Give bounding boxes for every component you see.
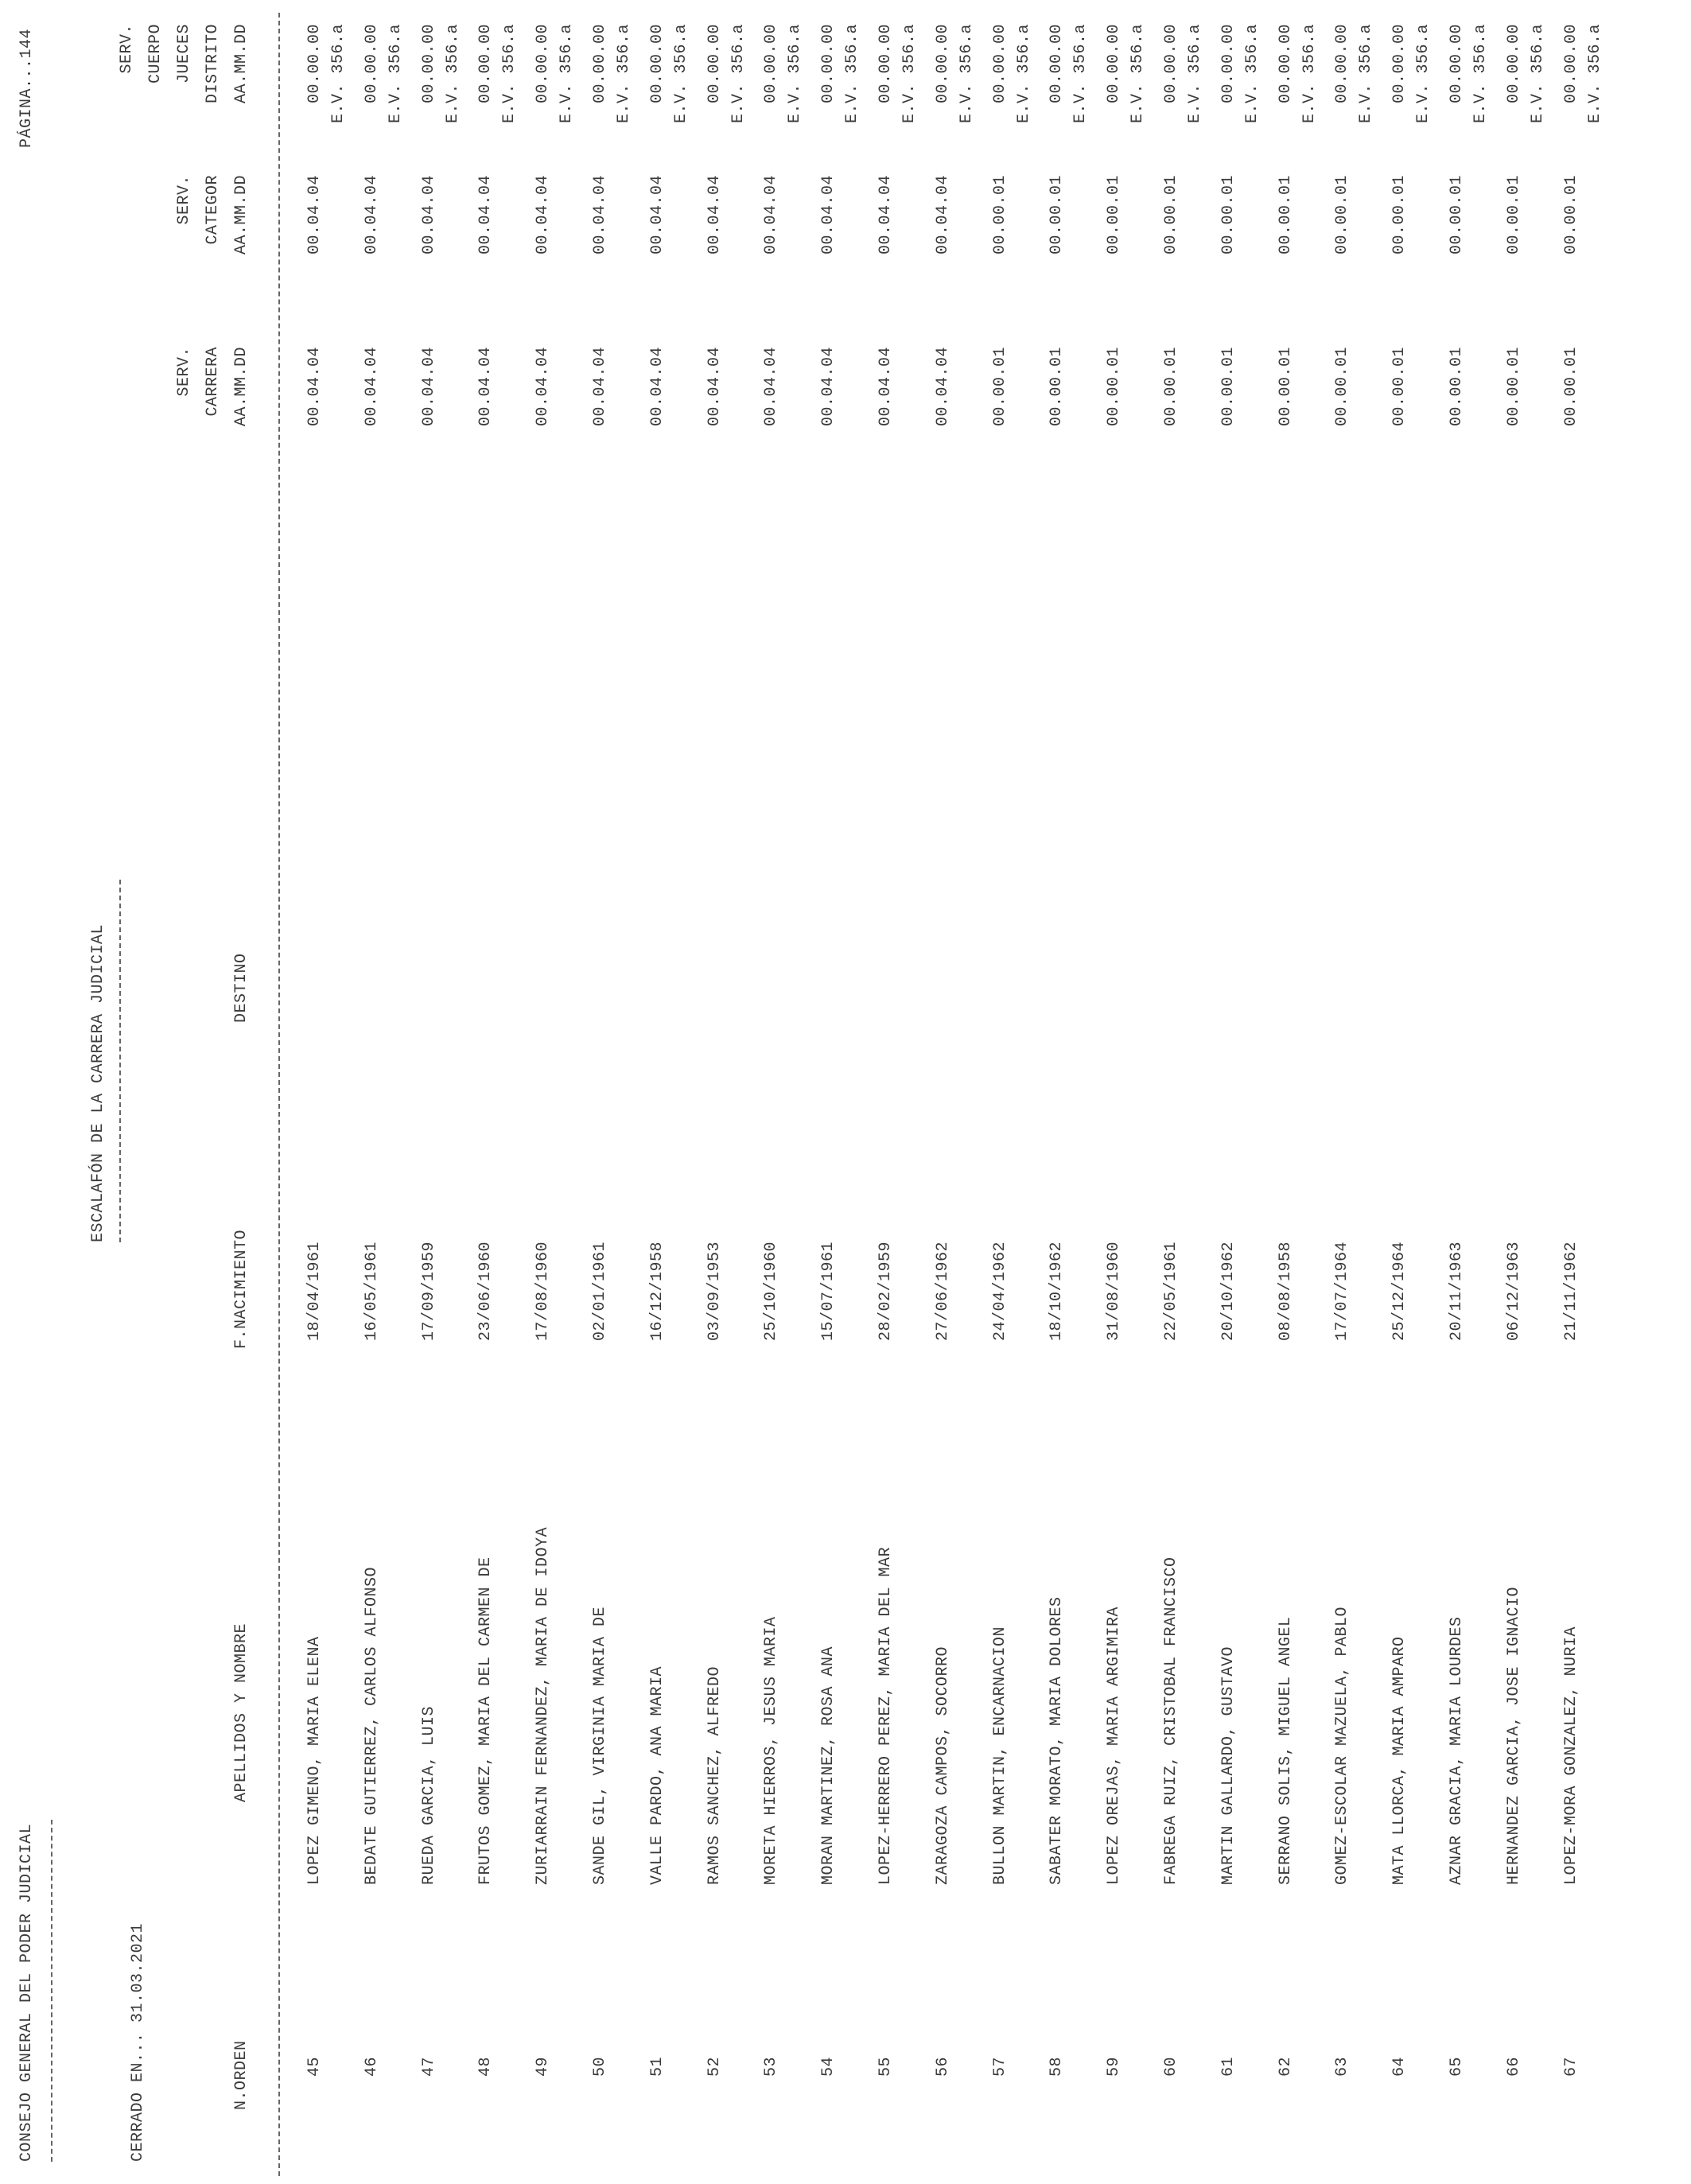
row-serv-carrera: 00.00.01	[1333, 347, 1351, 427]
row-nacimiento: 22/05/1961	[1162, 1241, 1180, 1341]
row-serv-distrito: 00.00.00	[1562, 24, 1580, 104]
row-serv-carrera: 00.04.04	[591, 347, 609, 427]
row-nombre: SABATER MORATO, MARIA DOLORES	[1048, 1596, 1066, 1885]
page-label: PÁGINA...	[17, 58, 36, 148]
row-ev-note: E.V. 356.a	[786, 24, 804, 124]
row-orden: 57	[991, 2057, 1009, 2077]
row-orden: 58	[1048, 2057, 1066, 2077]
row-nacimiento: 03/09/1953	[706, 1241, 724, 1341]
col-nacimiento: F.NACIMIENTO	[232, 1229, 251, 1349]
row-orden: 48	[476, 2057, 495, 2077]
row-serv-distrito: 00.00.00	[877, 24, 895, 104]
row-orden: 59	[1105, 2057, 1123, 2077]
col-categor-l3: AA.MM.DD	[232, 175, 251, 255]
row-serv-distrito: 00.00.00	[1048, 24, 1066, 104]
col-categor-l2: CATEGOR	[204, 175, 222, 245]
row-serv-carrera: 00.04.04	[476, 347, 495, 427]
row-serv-categor: 00.04.04	[877, 175, 895, 255]
row-nombre: VALLE PARDO, ANA MARIA	[648, 1665, 667, 1885]
row-serv-categor: 00.00.01	[1048, 175, 1066, 255]
row-serv-distrito: 00.00.00	[1162, 24, 1180, 104]
row-nacimiento: 27/06/1962	[934, 1241, 952, 1341]
row-serv-categor: 00.00.01	[1562, 175, 1580, 255]
row-nombre: MORETA HIERROS, JESUS MARIA	[762, 1616, 780, 1885]
row-nombre: FABREGA RUIZ, CRISTOBAL FRANCISCO	[1162, 1556, 1180, 1885]
col-carrera-l1: SERV.	[175, 347, 193, 397]
row-orden: 49	[534, 2057, 552, 2077]
row-serv-carrera: 00.00.01	[1162, 347, 1180, 427]
row-nacimiento: 18/10/1962	[1048, 1241, 1066, 1341]
organization-name: CONSEJO GENERAL DEL PODER JUDICIAL	[17, 1823, 36, 2162]
row-orden: 64	[1390, 2057, 1409, 2077]
row-nacimiento: 18/04/1961	[305, 1241, 324, 1341]
row-serv-categor: 00.00.01	[1219, 175, 1238, 255]
row-nombre: MATA LLORCA, MARIA AMPARO	[1390, 1636, 1409, 1885]
row-serv-carrera: 00.04.04	[363, 347, 381, 427]
col-carrera-l3: AA.MM.DD	[232, 347, 251, 427]
col-distrito-l4: DISTRITO	[204, 24, 222, 104]
row-nacimiento: 20/11/1963	[1448, 1241, 1466, 1341]
row-nombre: LOPEZ OREJAS, MARIA ARGIMIRA	[1105, 1606, 1123, 1885]
row-orden: 45	[305, 2057, 324, 2077]
row-serv-categor: 00.00.01	[1277, 175, 1295, 255]
row-orden: 62	[1277, 2057, 1295, 2077]
row-nacimiento: 08/08/1958	[1277, 1241, 1295, 1341]
row-orden: 55	[877, 2057, 895, 2077]
col-distrito-l3: JUECES	[175, 24, 193, 84]
row-orden: 52	[706, 2057, 724, 2077]
row-serv-categor: 00.04.04	[305, 175, 324, 255]
row-ev-note: E.V. 356.a	[1129, 24, 1147, 124]
row-serv-distrito: 00.00.00	[305, 24, 324, 104]
row-serv-categor: 00.00.01	[1505, 175, 1523, 255]
col-distrito-l1: SERV.	[118, 24, 136, 74]
row-serv-categor: 00.04.04	[819, 175, 838, 255]
row-orden: 60	[1162, 2057, 1180, 2077]
col-categor-l1: SERV.	[175, 175, 193, 225]
row-serv-carrera: 00.04.04	[819, 347, 838, 427]
row-serv-carrera: 00.04.04	[762, 347, 780, 427]
row-orden: 61	[1219, 2057, 1238, 2077]
row-orden: 54	[819, 2057, 838, 2077]
row-nombre: ZURIARRAIN FERNANDEZ, MARIA DE IDOYA	[534, 1526, 552, 1885]
row-serv-distrito: 00.00.00	[706, 24, 724, 104]
row-orden: 66	[1505, 2057, 1523, 2077]
row-serv-distrito: 00.00.00	[762, 24, 780, 104]
col-carrera-l2: CARRERA	[204, 347, 222, 417]
row-nacimiento: 28/02/1959	[877, 1241, 895, 1341]
row-orden: 46	[363, 2057, 381, 2077]
row-nombre: AZNAR GRACIA, MARIA LOURDES	[1448, 1616, 1466, 1885]
row-orden: 47	[420, 2057, 438, 2077]
row-serv-categor: 00.00.01	[1105, 175, 1123, 255]
row-serv-categor: 00.04.04	[534, 175, 552, 255]
row-nombre: SERRANO SOLIS, MIGUEL ANGEL	[1277, 1616, 1295, 1885]
row-nacimiento: 02/01/1961	[591, 1241, 609, 1341]
row-serv-distrito: 00.00.00	[1277, 24, 1295, 104]
row-ev-note: E.V. 356.a	[615, 24, 633, 124]
row-ev-note: E.V. 356.a	[672, 24, 690, 124]
row-nacimiento: 21/11/1962	[1562, 1241, 1580, 1341]
row-serv-carrera: 00.00.01	[1562, 347, 1580, 427]
row-serv-carrera: 00.04.04	[877, 347, 895, 427]
row-orden: 50	[591, 2057, 609, 2077]
row-nombre: GOMEZ-ESCOLAR MAZUELA, PABLO	[1333, 1606, 1351, 1885]
organization-underline	[51, 1820, 52, 2162]
row-nombre: RAMOS SANCHEZ, ALFREDO	[706, 1665, 724, 1885]
row-serv-distrito: 00.00.00	[534, 24, 552, 104]
row-nacimiento: 06/12/1963	[1505, 1241, 1523, 1341]
row-serv-carrera: 00.04.04	[648, 347, 667, 427]
row-nombre: BEDATE GUTIERREZ, CARLOS ALFONSO	[363, 1566, 381, 1885]
row-orden: 56	[934, 2057, 952, 2077]
row-ev-note: E.V. 356.a	[1471, 24, 1490, 124]
row-ev-note: E.V. 356.a	[843, 24, 861, 124]
row-serv-categor: 00.04.04	[420, 175, 438, 255]
row-serv-distrito: 00.00.00	[648, 24, 667, 104]
row-serv-distrito: 00.00.00	[591, 24, 609, 104]
row-nacimiento: 25/10/1960	[762, 1241, 780, 1341]
row-serv-categor: 00.04.04	[591, 175, 609, 255]
report-title: ESCALAFÓN DE LA CARRERA JUDICIAL	[89, 923, 107, 1242]
row-serv-distrito: 00.00.00	[1219, 24, 1238, 104]
row-serv-carrera: 00.00.01	[1277, 347, 1295, 427]
row-nacimiento: 17/08/1960	[534, 1241, 552, 1341]
row-serv-carrera: 00.04.04	[934, 347, 952, 427]
row-ev-note: E.V. 356.a	[1529, 24, 1547, 124]
row-nombre: MARTIN GALLARDO, GUSTAVO	[1219, 1646, 1238, 1885]
row-nombre: FRUTOS GOMEZ, MARIA DEL CARMEN DE	[476, 1556, 495, 1885]
row-nombre: HERNANDEZ GARCIA, JOSE IGNACIO	[1505, 1586, 1523, 1885]
row-serv-carrera: 00.04.04	[305, 347, 324, 427]
row-nombre: BULLON MARTIN, ENCARNACION	[991, 1626, 1009, 1885]
row-nacimiento: 25/12/1964	[1390, 1241, 1409, 1341]
row-serv-distrito: 00.00.00	[420, 24, 438, 104]
row-ev-note: E.V. 356.a	[1414, 24, 1432, 124]
row-serv-categor: 00.04.04	[762, 175, 780, 255]
row-serv-categor: 00.00.01	[1390, 175, 1409, 255]
header-separator	[278, 13, 280, 2176]
row-serv-carrera: 00.00.01	[1448, 347, 1466, 427]
row-nacimiento: 16/05/1961	[363, 1241, 381, 1341]
row-serv-categor: 00.04.04	[648, 175, 667, 255]
row-nacimiento: 24/04/1962	[991, 1241, 1009, 1341]
row-ev-note: E.V. 356.a	[958, 24, 976, 124]
row-serv-carrera: 00.00.01	[1390, 347, 1409, 427]
col-distrito-l2: CUERPO	[146, 24, 165, 84]
row-orden: 67	[1562, 2057, 1580, 2077]
row-serv-categor: 00.00.01	[1333, 175, 1351, 255]
row-nacimiento: 17/09/1959	[420, 1241, 438, 1341]
row-nacimiento: 17/07/1964	[1333, 1241, 1351, 1341]
row-orden: 63	[1333, 2057, 1351, 2077]
row-nombre: SANDE GIL, VIRGINIA MARIA DE	[591, 1606, 609, 1885]
row-serv-carrera: 00.00.01	[991, 347, 1009, 427]
row-nombre: LOPEZ GIMENO, MARIA ELENA	[305, 1636, 324, 1885]
row-nombre: LOPEZ-MORA GONZALEZ, NURIA	[1562, 1626, 1580, 1885]
row-serv-distrito: 00.00.00	[1448, 24, 1466, 104]
row-serv-distrito: 00.00.00	[1390, 24, 1409, 104]
row-nombre: RUEDA GARCIA, LUIS	[420, 1705, 438, 1885]
row-serv-distrito: 00.00.00	[1505, 24, 1523, 104]
row-ev-note: E.V. 356.a	[500, 24, 519, 124]
row-orden: 51	[648, 2057, 667, 2077]
row-ev-note: E.V. 356.a	[1186, 24, 1204, 124]
row-ev-note: E.V. 356.a	[1300, 24, 1319, 124]
row-nombre: LOPEZ-HERRERO PEREZ, MARIA DEL MAR	[877, 1546, 895, 1885]
row-serv-distrito: 00.00.00	[934, 24, 952, 104]
page-number: 144	[17, 29, 36, 59]
row-serv-carrera: 00.00.01	[1505, 347, 1523, 427]
row-serv-carrera: 00.04.04	[420, 347, 438, 427]
row-ev-note: E.V. 356.a	[387, 24, 405, 124]
row-nacimiento: 20/10/1962	[1219, 1241, 1238, 1341]
row-serv-categor: 00.04.04	[363, 175, 381, 255]
row-serv-categor: 00.04.04	[706, 175, 724, 255]
row-ev-note: E.V. 356.a	[1357, 24, 1375, 124]
row-ev-note: E.V. 356.a	[900, 24, 919, 124]
row-serv-distrito: 00.00.00	[1105, 24, 1123, 104]
row-ev-note: E.V. 356.a	[1071, 24, 1090, 124]
row-ev-note: E.V. 356.a	[1243, 24, 1261, 124]
row-serv-categor: 00.00.01	[1448, 175, 1466, 255]
row-nacimiento: 16/12/1958	[648, 1241, 667, 1341]
row-ev-note: E.V. 356.a	[729, 24, 748, 124]
row-orden: 53	[762, 2057, 780, 2077]
row-serv-categor: 00.04.04	[934, 175, 952, 255]
row-ev-note: E.V. 356.a	[1015, 24, 1033, 124]
col-orden: N.ORDEN	[232, 2040, 251, 2110]
row-nacimiento: 15/07/1961	[819, 1241, 838, 1341]
closed-date: CERRADO EN... 31.03.2021	[129, 1922, 147, 2162]
col-destino: DESTINO	[232, 953, 251, 1023]
row-serv-categor: 00.00.01	[1162, 175, 1180, 255]
row-nacimiento: 23/06/1960	[476, 1241, 495, 1341]
col-distrito-l5: AA.MM.DD	[232, 24, 251, 104]
row-nombre: MORAN MARTINEZ, ROSA ANA	[819, 1646, 838, 1885]
row-serv-distrito: 00.00.00	[1333, 24, 1351, 104]
row-serv-carrera: 00.00.01	[1048, 347, 1066, 427]
row-serv-carrera: 00.00.01	[1105, 347, 1123, 427]
row-nacimiento: 31/08/1960	[1105, 1241, 1123, 1341]
row-serv-categor: 00.04.04	[476, 175, 495, 255]
row-serv-carrera: 00.04.04	[534, 347, 552, 427]
row-serv-distrito: 00.00.00	[476, 24, 495, 104]
row-serv-carrera: 00.00.01	[1219, 347, 1238, 427]
title-underline	[119, 880, 121, 1242]
row-serv-categor: 00.00.01	[991, 175, 1009, 255]
row-ev-note: E.V. 356.a	[444, 24, 462, 124]
col-nombre: APELLIDOS Y NOMBRE	[232, 1622, 251, 1802]
row-ev-note: E.V. 356.a	[1586, 24, 1604, 124]
row-ev-note: E.V. 356.a	[558, 24, 576, 124]
row-serv-distrito: 00.00.00	[819, 24, 838, 104]
row-ev-note: E.V. 356.a	[329, 24, 348, 124]
row-nombre: ZARAGOZA CAMPOS, SOCORRO	[934, 1646, 952, 1885]
row-serv-distrito: 00.00.00	[363, 24, 381, 104]
row-orden: 65	[1448, 2057, 1466, 2077]
row-serv-carrera: 00.04.04	[706, 347, 724, 427]
row-serv-distrito: 00.00.00	[991, 24, 1009, 104]
